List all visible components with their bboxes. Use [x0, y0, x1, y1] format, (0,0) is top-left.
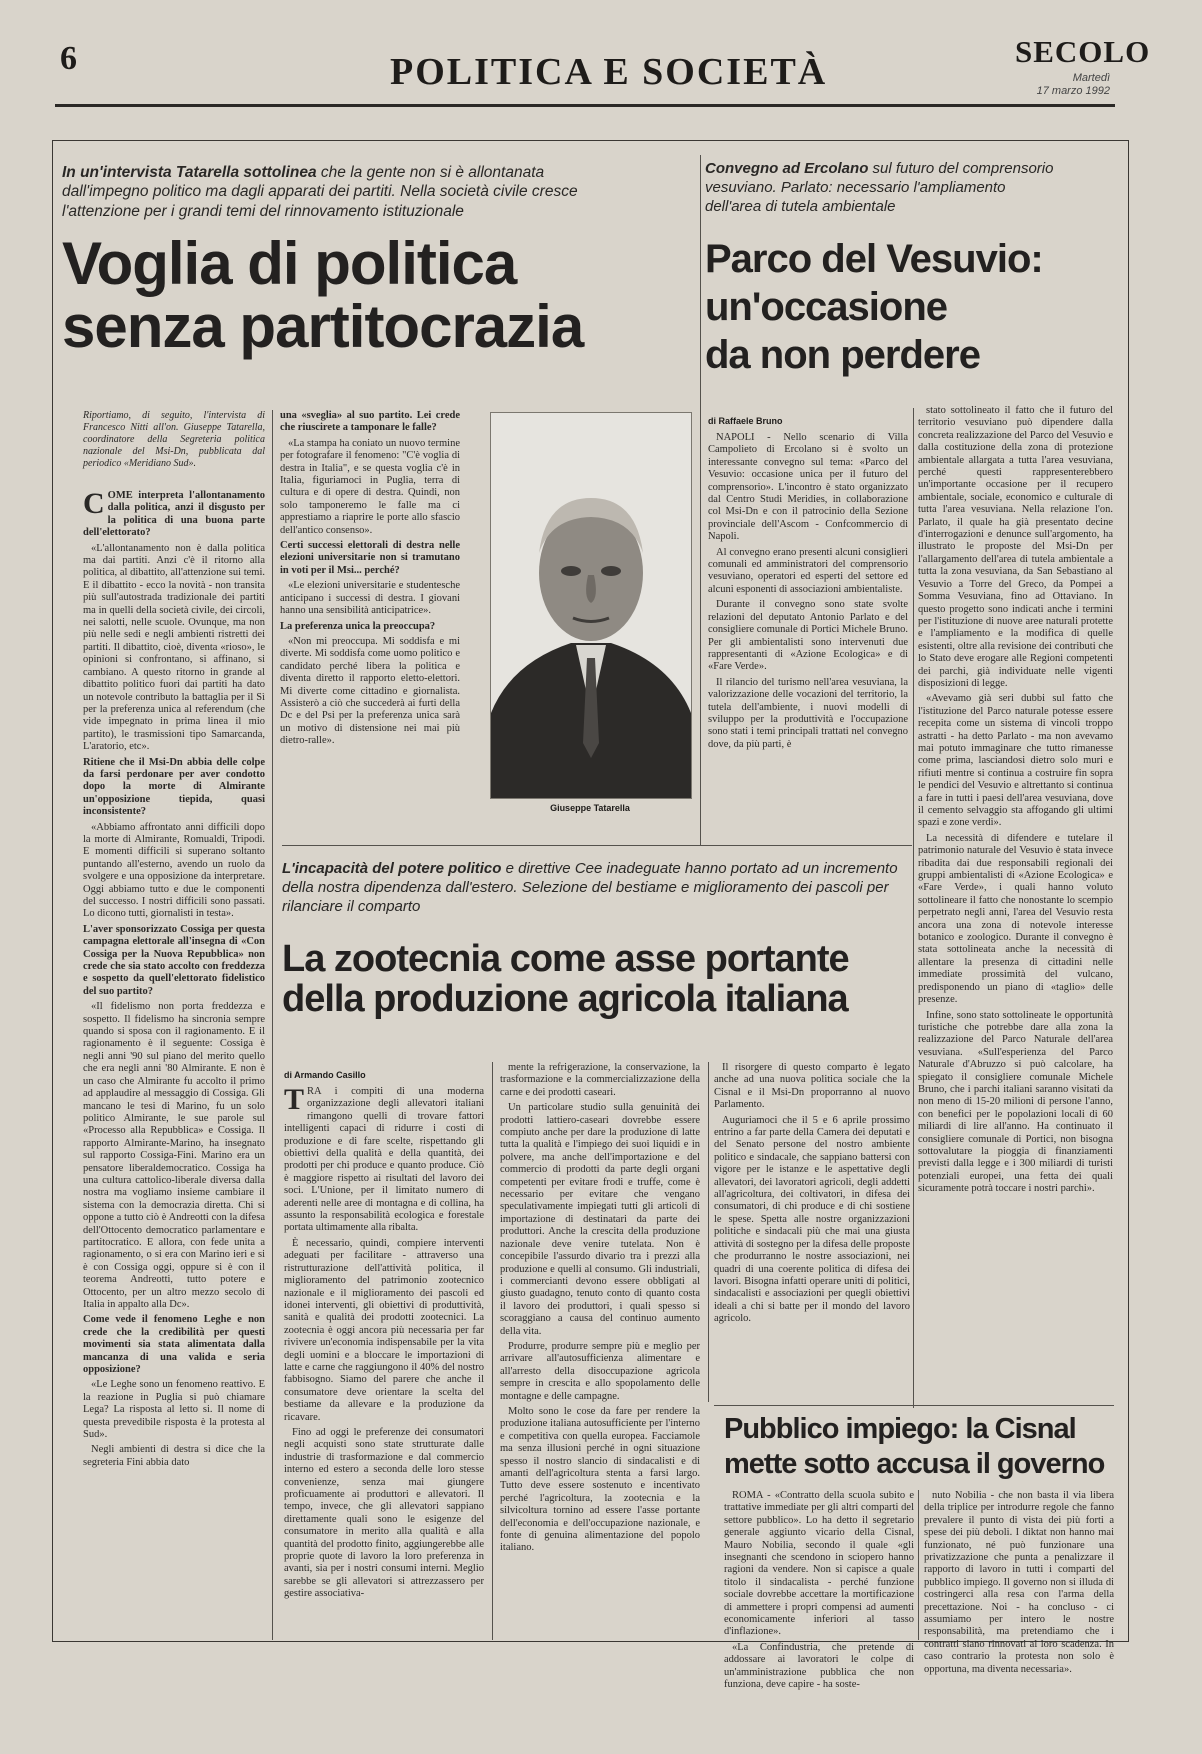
- paragraph-text: una «sveglia» al suo partito. Lei crede che riuscirete a tamponare le falle?: [280, 410, 460, 434]
- body-paragraph: [708, 677, 908, 751]
- column-rule: [913, 408, 914, 1408]
- zootecnia-byline: di Armando Casillo: [284, 1070, 366, 1080]
- tatarella-kicker-text: che la gente non si è allontanata dall'impegno politico ma dagli apparati dei partiti. Nella società civile cresce l'attenzione per i grandi temi del rinnovamento istituzionale: [62, 164, 578, 220]
- paragraph-text: Auguriamoci che il 5 e 6 aprile prossimo entrino a far parte della Camera dei deputati e del Senato persone del nostro ambiente politico e sindacale, che sappiano battersi con vigore per le istanze e le aspettative degli allevatori, dei lavoratori agricoli, degli addetti all'agricoltura, dei coltivatori, in difesa dei consumatori, di chi produce e di chi sostiene le spese. Spetta alle nostre organizzazioni politiche e sindacali più che mai una giusta attività di sostegno per la difesa delle proposte che produrranno le nostre associazioni, nei quadri di una coerente politica di difesa dei lavori. Bisogna infatti operare uniti di politici, sindacalisti e associazioni per quegli obiettivi ideali a chi si batte per il mondo del lavoro agricolo.: [714, 1114, 910, 1325]
- zootecnia-column-1: [284, 1083, 484, 1636]
- body-paragraph: [714, 1115, 910, 1326]
- tatarella-column-1: [83, 487, 265, 1640]
- body-paragraph: [83, 822, 265, 921]
- vesuvio-headline-line2: un'occasione: [705, 285, 948, 329]
- cisnal-column-2: [924, 1490, 1114, 1675]
- tatarella-intro-text: Riportiamo, di seguito, l'intervista di Francesco Nitti all'on. Giuseppe Tatarella, coordinatore della Segreteria politica nazionale del Msi-Dn, pubblicata dal periodico «Meridiano Sud».: [83, 410, 265, 469]
- drop-cap: T: [284, 1083, 305, 1116]
- paragraph-text: nuto Nobilia - che non basta il via libera della triplice per introdurre regole che fanno prevalere il punto di vista dei più forti a spese dei più deboli. I diktat non hanno mai funzionato, né può funzionare una privatizzazione che punta a penalizzare il rapporto di lavoro in tutti i comparti del pubblico impiego. Il governo non si illuda di costringerci alla resa con l'arma della precettazione. Noi - ha concluso - ci assumiamo per intero le nostre responsabilità, ma pretendiamo che i contratti siano rinnovati al loro scadenza. In caso contrario la protesta non solo è opportuna, ma diventa necessaria».: [924, 1490, 1114, 1675]
- paragraph-text: La preferenza unica la preoccupa?: [280, 620, 436, 632]
- paragraph-text: Produrre, produrre sempre più e meglio per arrivare all'autosufficienza alimentare e all'arresto della disoccupazione agricola sempre in crescita e allo spopolamento delle montagne e delle campagne.: [500, 1340, 700, 1402]
- tatarella-headline-line1: Voglia di politica: [62, 230, 517, 297]
- paragraph-text: È necessario, quindi, compiere interventi adeguati per facilitare - attraverso una ristrutturazione dell'attività politica, il miglioramento del patrimonio zootecnico nazionale e il miglioramento dei pascoli ed idonei interventi, gli obiettivi di produttività, sanità e qualità dei prodotti zootecnici. La zootecnia è oggi ancora più necessaria per far rivivere un'economia indispensabile per la vita degli uomini e a bloccare le importazioni di latte e carne che raggiungono il 40% del nostro fabbisogno. Siamo del parere che anche il consumatore deve orientare la scelta del bestiame da allevare e la produzione da ricavare.: [284, 1237, 484, 1423]
- body-paragraph: [714, 1062, 910, 1112]
- body-paragraph: [280, 636, 460, 748]
- tatarella-intro: [83, 410, 265, 473]
- tatarella-photo: [490, 412, 692, 799]
- section-divider: [700, 155, 701, 845]
- cisnal-headline: [724, 1412, 1119, 1483]
- page-number: 6: [60, 40, 77, 77]
- tatarella-headline: [62, 232, 642, 358]
- vesuvio-column-1: [708, 432, 908, 842]
- body-paragraph: [83, 1379, 265, 1441]
- body-paragraph: [280, 580, 460, 617]
- paragraph-text: «Le Leghe sono un fenomeno reattivo. E la reazione in Puglia si può chiamare Lega? La risposta al letto si. Il nome di questa prevedibile risposta è la protesta al Sud».: [83, 1379, 265, 1441]
- zootecnia-column-3: [714, 1062, 910, 1402]
- vesuvio-headline-line1: Parco del Vesuvio:: [705, 237, 1043, 281]
- vesuvio-kicker: [705, 160, 1065, 216]
- vesuvio-column-2: [918, 405, 1113, 1405]
- paragraph-text: Molto sono le cose da fare per rendere la produzione italiana autosufficiente per l'interno e competitiva con quella europea. Facciamole ma senza illusioni perché in ogni situazione spesso il nostro slancio di sindacalisti e di amanti dell'agricoltura stenta a farsi largo. Tutto deve essere sostenuto e incentivato perché l'agricoltura, la zootecnia e la silvicoltura tornino ad essere l'asse portante dell'economia e dell'occupazione nazionale, e fonte di genuina alimentazione del popolo italiano.: [500, 1405, 700, 1554]
- vesuvio-byline: di Raffaele Bruno: [708, 416, 783, 426]
- body-paragraph: [708, 547, 908, 597]
- cisnal-headline-line2: mette sotto accusa il governo: [724, 1448, 1105, 1481]
- interview-question: [83, 1314, 265, 1376]
- paragraph-text: ROMA - «Contratto della scuola subito e trattative immediate per gli altri comparti del settore pubblico». Lo ha detto il segretario generale aggiunto vicario della Cisnal, Mauro Nobilia, secondo il quale «gli insegnanti che scendono in sciopero hanno ragioni da vendere. Non si capisce a quale titolo il sindacalista - perché funzione sociale dovrebbe accettare la mortificazione di ammettere i propri compensi ad aumenti economicamente inferiori al tasso d'inflazione».: [724, 1490, 914, 1638]
- zootecnia-headline: [282, 940, 922, 1020]
- paragraph-text: Certi successi elettorali di destra nelle elezioni universitarie non si tramutano in voti per il Msi... perché?: [280, 540, 460, 576]
- issue-full-date: 17 marzo 1992: [1036, 84, 1110, 97]
- tatarella-kicker: [62, 163, 622, 221]
- body-paragraph: [83, 543, 265, 754]
- body-paragraph: [284, 1083, 484, 1235]
- interview-question: [83, 924, 265, 998]
- zootecnia-headline-line1: La zootecnia come asse portante: [282, 938, 849, 980]
- body-paragraph: [918, 833, 1113, 1007]
- zootecnia-column-2: [500, 1062, 700, 1640]
- paragraph-text: Al convegno erano presenti alcuni consiglieri comunali ed amministratori del comprensorio vesuviano, operatori ed esperti del settore ed alcuni esponenti di associazioni ambientaliste.: [708, 546, 908, 595]
- body-paragraph: [724, 1642, 914, 1692]
- portrait-image: [491, 413, 691, 798]
- paragraph-text: «Non mi preoccupa. Mi soddisfa e mi diverte. Mi soddisfa come uomo politico e candidato perché libera la politica e diventa diretto il rapporto eletto-elettori. Mi diverte come cittadino e giornalista. Assisterò a ciò che succederà ai furti della Dc e del Psi per la preferenza unica sarà un motivo di distensione nei mai più dietro-ralle».: [280, 635, 460, 747]
- paragraph-text: Come vede il fenomeno Leghe e non crede che la credibilità per questi movimenti sia stata alimentata dalla mancanza di una valida e seria opposizione?: [83, 1314, 265, 1376]
- column-rule: [272, 410, 273, 1640]
- paragraph-text: RA i compiti di una moderna organizzazione degli allevatori italiani rimangono quelli di trovare fattori intelligenti capaci di ridurre i costi di produzione e di fare scelte, rispettando gli obiettivi della qualità e della quantità, dei prodotti per chi produce e quanto produce. Ciò è maggiore rispetto ai risultati del lavoro dei soci. L'Unione, per il limitato numero di aderenti nelle aree di montagna e di collina, ha assunto la responsabilità ecologica e forestale portata ultimamente alla ribalta.: [284, 1086, 484, 1234]
- body-paragraph: [918, 405, 1113, 690]
- newspaper-logo: SECOLO: [1015, 34, 1151, 69]
- interview-question: [83, 487, 265, 540]
- paragraph-text: «Le elezioni universitarie e studentesche anticipano i successi di destra. I giovani hanno una sensibilità anticipatrice».: [280, 580, 460, 617]
- interview-question: [83, 757, 265, 819]
- body-paragraph: [284, 1427, 484, 1601]
- paragraph-text: «Il fidelismo non porta freddezza e sospetto. Il fidelismo ha sincronia sempre quando si sposa con il ragionamento. E il ragionamento è il seguente: Cossiga è negli anni '90 sul piano del merito quello che era negli anni '80 Almirante. E non è un caso che Almirante fu accolto il primo ad applaudire al messaggio di Cossiga. Gli mancano le tesi di Marino, fu un solo politico Almirante, le sue parole sul «Processo alla Repubblica» e Cossiga. Il rapporto Almirante-Marino, ha insegnato sul rapporto Cossiga-Fini. Marino era un pensatore liberaldemocratico. Cossiga ha una cultura cattolico-liberale diversa dalla nostra ma vogliamo insieme cambiare il sistema con la democrazia diretta. Chi si oppone a tutto ciò è Andreotti con la difesa dell'Ottocento democratico parlamentare e partitocratico. E allora, con fede unita a ragionamento, o si era con Marino ieri e si è con Cossiga oggi, oppure si è con il teorema Andreotti, tutto potere e Ottocento, per un altro mezzo secolo di Italia in appalto alla Dc».: [83, 1001, 265, 1310]
- interview-question: [280, 540, 460, 577]
- vesuvio-kicker-text: sul futuro del comprensorio vesuviano. Parlato: necessario l'ampliamento dell'area di tutela ambientale: [705, 160, 1054, 215]
- paragraph-text: Un particolare studio sulla genuinità dei prodotti lattiero-caseari dovrebbe essere compiuto anche per dare la produzione di latte tutta la qualità e l'impiego dei suoi liquidi e in polvere, ma anche dell'importazione e del commercio di prodotti da parte degli organi competenti per evitare frodi e truffe, come è necessario per evitare che vengano speculativamente impiegati tutti gli articoli di importazione di destinatari da parte dei produttori. Anche la crescita della produzione nazionale deve venire tutelata. Non è concepibile l'assurdo divario tra i prezzi alla produzione e quelli al consumo. Gli industriali, i commercianti devono essere obbligati al giusto guadagno, tenuto conto di quanto costa il lavoro dei produttori, i quali spesso si scoraggiano a causa del continuo aumento della vita.: [500, 1102, 700, 1337]
- paragraph-text: «La stampa ha coniato un nuovo termine per fotografare il fenomeno: "C'è voglia di destra in Italia", e se questa voglia c'è in Italia, figuriamoci in Puglia, terra di cultura e di opere di destra. Quindi, non solo tamponeremo le falle ma ci apprestiamo a riaprire le porte allo sfascio dell'antico consenso».: [280, 437, 460, 536]
- vesuvio-kicker-bold: Convegno ad Ercolano: [705, 160, 869, 177]
- paragraph-text: Il rilancio del turismo nell'area vesuviana, la valorizzazione delle vocazioni del territorio, la tutela dell'ambiente, i nuovi modelli di sviluppo per la produttività e l'occupazione sono stati i temi principali trattati nel convegno dove, da più parti, è: [708, 676, 908, 750]
- cisnal-headline-line1: Pubblico impiego: la Cisnal: [724, 1413, 1076, 1445]
- zootecnia-kicker: [282, 860, 902, 916]
- paragraph-text: «La Confindustria, che pretende di addossare ai lavoratori le colpe di un'amministrazione pubblica che non funziona, deve capire - ha soste-: [724, 1641, 914, 1691]
- column-rule: [492, 1062, 493, 1640]
- photo-caption: Giuseppe Tatarella: [550, 803, 630, 813]
- body-paragraph: [918, 1010, 1113, 1196]
- interview-question: [280, 621, 460, 633]
- body-paragraph: [500, 1341, 700, 1403]
- paragraph-text: Ritiene che il Msi-Dn abbia delle colpe da farsi perdonare per aver condotto dopo la morte di Almirante un'opposizione tiepida, quasi inconsistente?: [83, 756, 265, 818]
- body-paragraph: [724, 1490, 914, 1639]
- body-paragraph: [500, 1062, 700, 1099]
- paragraph-text: Durante il convegno sono state svolte relazioni del deputato Antonio Parlato e del consigliere comunale di Portici Michele Bruno. Per gli ambientalisti sono intervenuti due rappresentanti di «Azione Ecologica» e di «Fare Verde».: [708, 599, 908, 673]
- zootecnia-headline-line2: della produzione agricola italiana: [282, 977, 848, 1020]
- paragraph-text: NAPOLI - Nello scenario di Villa Campolieto di Ercolano si è svolto un interessante convegno sul tema: «Parco del Vesuvio: occasione unica per il futuro del comprensorio». L'incontro è stato organizzato dal Centro Studi Meridies, in collaborazione col Msi-Dn e con il patrocinio della Sezione provinciale dell'Ascom - Confcommercio di Napoli.: [708, 432, 908, 543]
- paragraph-text: Infine, sono stato sottolineate le opportunità turistiche che potrebbe dare alla zona la realizzazione del Parco Naturale dell'area vesuviana. «Sull'esperienza del Parco Naturale d'Abruzzo si può calcolare, ha spiegato il consigliere comunale Michele Bruno, che i parchi italiani saranno visitati da non meno di 15-20 milioni di persone l'anno, con benefici per le popolazioni locali di 60 miliardi di lire all'anno. Ha continuato il consigliere comunale di Portici, non bisogna sottovalutare la pioggia di finanziamenti previsti dalla legge e i 300 miliardi di turisti potenziali europei, una fetta dei quali sicuramente potrà toccare i nostri parchi».: [918, 1009, 1113, 1195]
- paragraph-text: «Abbiamo affrontato anni difficili dopo la morte di Almirante, Romualdi, Tripodi. E momenti difficili si superano soltanto puntando all'esterno, avendo un ruolo da svolgere e una opposizione da interpretare. Oggi abbiamo tutto e due le componenti del successo. I nostri difficili sono passati. Lo dicono tutti, giornalisti in testa».: [83, 821, 265, 920]
- issue-day: Martedì: [1072, 72, 1110, 84]
- body-paragraph: [708, 599, 908, 673]
- body-paragraph: [924, 1490, 1114, 1676]
- paragraph-text: Negli ambienti di destra si dice che la segreteria Fini abbia dato: [83, 1444, 265, 1468]
- drop-cap: C: [83, 487, 105, 520]
- body-paragraph: [708, 432, 908, 544]
- column-rule: [708, 1062, 709, 1402]
- issue-date: [1030, 72, 1110, 97]
- tatarella-column-2: [280, 410, 460, 810]
- paragraph-text: L'aver sponsorizzato Cossiga per questa campagna elettorale all'insegna di «Con Cossiga per la Nuova Repubblica» non crede che sia stato accolto con freddezza e sospetto da quell'elettorato fidelistico del suo partito?: [83, 923, 265, 997]
- tatarella-kicker-bold: In un'intervista Tatarella sottolinea: [62, 164, 317, 181]
- interview-question: [280, 410, 460, 435]
- column-rule: [918, 1490, 919, 1640]
- vesuvio-headline: [705, 235, 1085, 379]
- body-paragraph: [83, 1444, 265, 1469]
- body-paragraph: [500, 1102, 700, 1338]
- zootecnia-kicker-bold: L'incapacità del potere politico: [282, 860, 502, 877]
- body-paragraph: [918, 693, 1113, 829]
- body-paragraph: [284, 1238, 484, 1424]
- paragraph-text: Fino ad oggi le preferenze dei consumatori negli acquisti sono state strutturate dalle industrie di trasformazione e dal commercio interno ed estero a seconda delle loro stesse convenienze, senza mai giungere proficuamente ai produttori e allevatori. Il tempo, invece, che gli allevatori sappiano direttamente quali sono le esigenze del consumatore in merito alla qualità e alla quantità del prodotto finito, aggiungerebbe alle proprie quote di lavoro la loro preferenza in avanti, sia per i nostri consumi interni. Meglio sarebbe se gli allevatori si attrezzassero per gestire associativa-: [284, 1426, 484, 1600]
- article-divider: [282, 845, 912, 846]
- masthead-rule: [55, 104, 1115, 107]
- article-divider: [714, 1405, 1114, 1406]
- paragraph-text: Il risorgere di questo comparto è legato anche ad una nuova politica sociale che la Cisnal e il Msi-Dn proporranno al nuovo Parlamento.: [714, 1062, 910, 1111]
- body-paragraph: [500, 1406, 700, 1555]
- cisnal-column-1: [724, 1490, 914, 1691]
- paragraph-text: stato sottolineato il fatto che il futuro del territorio vesuviano può dipendere dalla concreta realizzazione del Parco del Vesuvio e dalla costituzione della zona di protezione ambientale allargata a tutta l'area vesuviana, perché questi rappresenterebbero un'importante occasione per il recupero ambientale, sociale, economico e culturale di tutta l'area vesuviana. Nella relazione l'on. Parlato, il quale ha già presentato decine d'interrogazioni e denunce sull'argomento, ha illustrato le proposte del Msi-Dn per l'allargamento dell'area di tutela ambientale a tutta la zona vesuviana, da San Sebastiano al Vesuvio a Torre del Greco, da Pompei a Somma Vesuviana, fino ad Ottaviano. In questo progetto sono indicati anche i termini per l'istituzione di nuove aree naturali protette e l'ampliamento e la modifica di quelle esistenti, oltre alla revisione dei contributi che lo Stato deve erogare alle Regioni competenti dei parchi, già individuate nelle vigenti disposizioni di legge.: [918, 405, 1113, 689]
- tatarella-headline-line2: senza partitocrazia: [62, 293, 584, 360]
- paragraph-text: «L'allontanamento non è dalla politica ma dai partiti. Anzi c'è il ritorno alla politica, al dibattito, all'attenzione sui temi. E il dibattito - ecco la novità - non transita più sull'autostrada tradizionale dei partiti ma in quelli della società civile, dei circoli, nei salotti, nelle scuole. Ovunque, ma non più nelle sedi e negli ambienti ristretti dei partiti. Il dibattito, cioè, diventa «rioso», le opinioni si confrontano, si affinano, si cambiano. A questo ritorno in grande al dibattito politico fuori dai partiti ha dato un notevole contributo la battaglia per il Sì per la preferenza unica al referendum (che vide impegnato in prima linea il mio partito), le trasmissioni tipo Samarcanda, L'aratorio, etc».: [83, 542, 265, 753]
- paragraph-text: La necessità di difendere e tutelare il patrimonio naturale del Vesuvio è stata invece ribadita dai due responsabili regionali dei gruppi ambientalisti di «Azione Ecologica» e «Fare Verde», i quali hanno voluto sottolineare il fatto che nonostante lo scempio perpetrato negli anni, l'area del Vesuvio resta ancora una zona di notevole interesse botanico e zoologico. Durante il convegno è stata sottolineata anche la necessità di allentare la presenza di cittadini nelle immediate prossimità del vulcano, predisponendo un piano di «taglio» delle presenze.: [918, 832, 1113, 1006]
- zootecnia-kicker-text: e direttive Cee inadeguate hanno portato ad un incremento della nostra dipendenza dall'estero. Selezione del bestiame e miglioramento dei pascoli per rilanciare il comparto: [282, 860, 898, 915]
- paragraph-text: «Avevamo già seri dubbi sul fatto che l'istituzione del Parco naturale potesse essere recepita come un sistema di vincoli troppo astratti - ha detto Parlato - ma non avevamo mai potuto immaginare che tutto rimanesse come prima, lasciandosi dietro solo muri e rifiuti mentre si continua a costruire fin sopra le pendici del Vesuvio e altrettanto si continua a fare in tutti i paesi dell'area vesuviana, dove il cemento selvaggio sta affogando gli ultimi spazi e zone verdi».: [918, 693, 1113, 829]
- body-paragraph: [83, 1001, 265, 1311]
- section-title: POLITICA E SOCIETÀ: [390, 51, 828, 93]
- paragraph-text: OME interpreta l'allontanamento dalla politica, anzi il disgusto per la politica di una buona parte dell'elettorato?: [83, 490, 265, 539]
- paragraph-text: mente la refrigerazione, la conservazione, la trasformazione e la commercializzazione della carne e dei prodotti caseari.: [500, 1062, 700, 1098]
- body-paragraph: [280, 438, 460, 537]
- vesuvio-headline-line3: da non perdere: [705, 333, 980, 377]
